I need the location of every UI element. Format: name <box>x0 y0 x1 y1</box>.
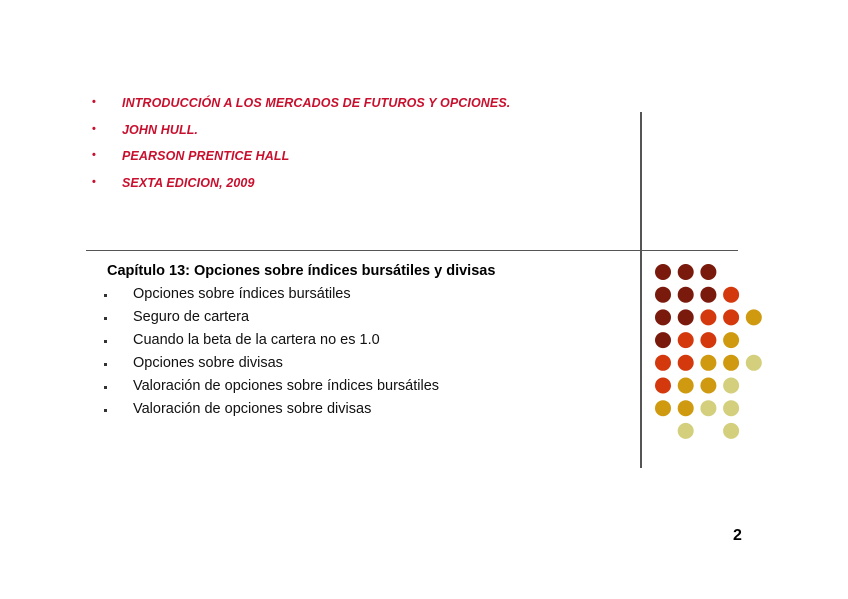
dot-gold <box>723 332 739 348</box>
dot-gold <box>723 355 739 371</box>
topic-text: Opciones sobre divisas <box>133 355 283 371</box>
dot-gold <box>678 400 694 416</box>
dot-maroon <box>678 287 694 303</box>
reference-text: INTRODUCCIÓN A LOS MERCADOS DE FUTUROS Y OPCIONES. <box>122 96 511 110</box>
dot-maroon <box>700 287 716 303</box>
dot-orange <box>700 309 716 325</box>
dot-orange <box>700 332 716 348</box>
dot-orange <box>655 355 671 371</box>
dot-khaki <box>746 355 762 371</box>
dot-khaki <box>678 423 694 439</box>
reference-text: SEXTA EDICION, 2009 <box>122 175 255 190</box>
reference-text: JOHN HULL. <box>122 122 198 137</box>
dot-gold <box>746 309 762 325</box>
dot-gold <box>700 355 716 371</box>
dot-khaki <box>723 378 739 394</box>
dot-orange <box>723 287 739 303</box>
dot-khaki <box>700 400 716 416</box>
chapter-title: Capítulo 13: Opciones sobre índices bursátiles y divisas <box>107 263 496 279</box>
dot-khaki <box>723 400 739 416</box>
topic-text: Valoración de opciones sobre divisas <box>133 401 372 417</box>
topic-text: Valoración de opciones sobre índices bursátiles <box>133 378 440 394</box>
dot-maroon <box>700 264 716 280</box>
reference-text: PEARSON PRENTICE HALL <box>122 149 290 163</box>
dot-orange <box>678 332 694 348</box>
dot-maroon <box>678 309 694 325</box>
dot-gold <box>700 378 716 394</box>
bullet-icon: • <box>92 122 96 135</box>
dot-maroon <box>655 264 671 280</box>
dot-gold <box>678 378 694 394</box>
dot-orange <box>723 309 739 325</box>
bullet-icon: • <box>92 96 96 108</box>
dot-maroon <box>655 332 671 348</box>
dot-gold <box>655 400 671 416</box>
topic-text: Opciones sobre índices bursátiles <box>133 286 351 302</box>
dot-orange <box>678 355 694 371</box>
bullet-icon: • <box>92 149 96 161</box>
dot-maroon <box>655 309 671 325</box>
topic-text: Seguro de cartera <box>133 309 250 325</box>
bullet-icon: • <box>92 175 96 188</box>
dot-orange <box>655 378 671 394</box>
dot-maroon <box>678 264 694 280</box>
page-number: 2 <box>733 527 742 544</box>
topic-text: Cuando la beta de la cartera no es 1.0 <box>133 332 380 348</box>
dot-khaki <box>723 423 739 439</box>
dot-maroon <box>655 287 671 303</box>
